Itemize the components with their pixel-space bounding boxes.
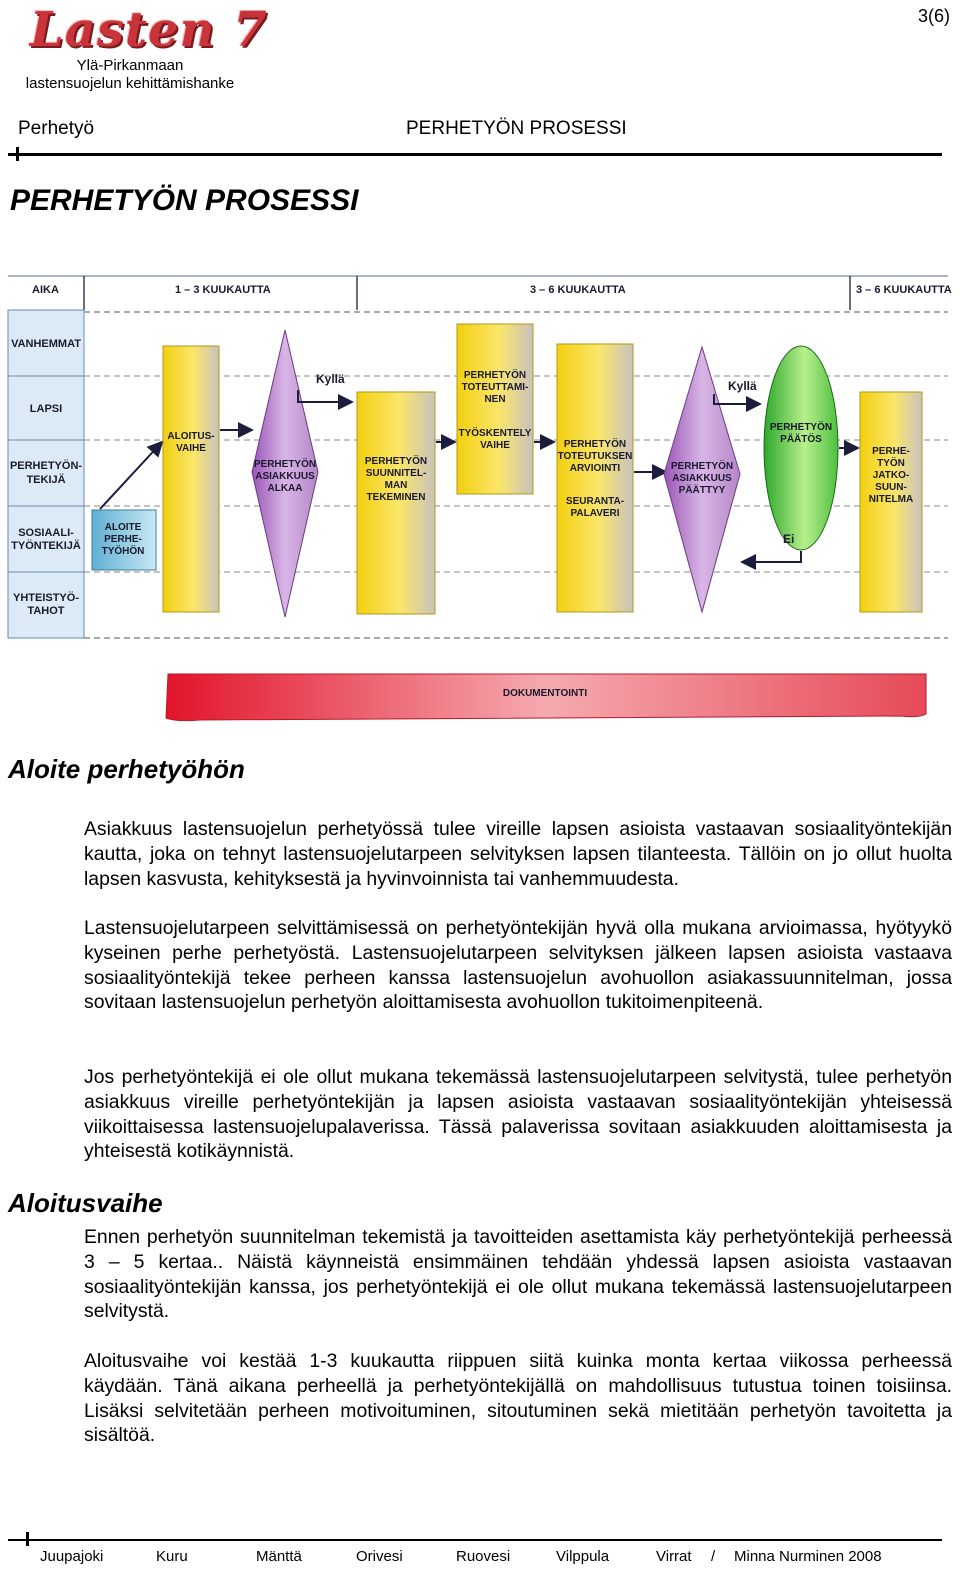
aloite-line3: TYÖHÖN	[101, 546, 145, 557]
time-label: AIKA	[32, 284, 59, 296]
jatkosuunnitelma-bar	[860, 392, 922, 612]
header-crossmark	[16, 147, 19, 161]
ei-label: Ei	[783, 532, 795, 546]
row-label-sosiaalityontekija-2: TYÖNTEKIJÄ	[11, 540, 81, 552]
jatko-line2: TYÖN	[877, 458, 905, 469]
footer-author: Minna Nurminen 2008	[734, 1548, 882, 1565]
section-heading-aloitusvaihe: Aloitusvaihe	[8, 1188, 163, 1218]
kylla-label-1: Kyllä	[316, 372, 345, 386]
aloitusvaihe-bar	[163, 346, 219, 612]
jatko-line5: NITELMA	[868, 494, 914, 505]
kylla-label-2: Kyllä	[728, 379, 757, 393]
arviointi-line3: ARVIOINTI	[569, 463, 621, 474]
arrow	[100, 442, 162, 509]
dokumentointi-banner	[166, 674, 926, 721]
aloitusvaihe-line1: ALOITUS-	[167, 431, 215, 442]
asiakkuus-alkaa-diamond	[252, 330, 318, 617]
paattyy-line2: ASIAKKUUS	[672, 473, 732, 484]
footer-item: Juupajoki	[40, 1548, 104, 1565]
row-labels	[8, 310, 84, 638]
toteuttaminen-line1: PERHETYÖN	[463, 370, 527, 381]
arviointi-line1: PERHETYÖN	[563, 439, 627, 450]
logo-subtitle-line2: lastensuojelun kehittämishanke	[25, 75, 235, 92]
suunnitelma-line2: SUUNNITEL-	[365, 468, 427, 479]
paatos-line2: PÄÄTÖS	[780, 434, 822, 445]
asiakkuus-alkaa-line1: PERHETYÖN	[253, 459, 317, 470]
footer-item: Mänttä	[256, 1548, 302, 1565]
row-label-lapsi: LAPSI	[29, 403, 63, 415]
section-heading-aloite: Aloite perhetyöhön	[8, 754, 245, 784]
tyoskentely-line1: TYÖSKENTELY	[458, 428, 532, 439]
row-label-yhteistyotahot-2: TAHOT	[27, 605, 65, 617]
aloite-box	[92, 510, 156, 570]
asiakkuus-alkaa-line3: ALKAA	[267, 483, 303, 494]
arrow	[742, 551, 801, 562]
suunnitelma-line3: MAN	[384, 480, 408, 491]
aloite-line2: PERHE-	[104, 534, 142, 545]
logo-subtitle-line1: Ylä-Pirkanmaan	[76, 57, 184, 74]
paragraph: Jos perhetyöntekijä ei ole ollut mukana tekemässä lastensuojelutarpeen selvitystä, tulee perhetyön asiakkuus vireille perhetyöntekijän ja lapsen asioista vastaavan sosiaalityöntekijän yhteisessä viikoittaisessa lastensuojelupalaverissa. Tässä palaverissa sovitaan asiakkuuden aloittamisesta ja yhteisestä kotikäynnistä.	[84, 1066, 952, 1163]
arviointi-line2: TOTEUTUKSEN	[557, 451, 633, 462]
toteuttaminen-line2: TOTEUTTAMI-	[461, 382, 529, 393]
dokumentointi-label: DOKUMENTOINTI	[502, 688, 588, 699]
paattyy-line3: PÄÄTTYY	[678, 485, 726, 496]
footer-rule	[8, 1539, 942, 1541]
paragraph: Lastensuojelutarpeen selvittämisessä on perhetyöntekijän hyvä olla mukana arvioimassa, hyötyykö kyseinen perhe perhetyöstä. Lastensuojelutarpeen selvityksen jälkeen lapsen asioista vastaava sosiaalityöntekijä tekee perheen kanssa lastensuojelun avohuollon asiakassuunnitelman, jossa sovitaan lastensuojelun perhetyön aloittamisesta avohuollon tukitoimenpiteenä.	[84, 917, 952, 1014]
jatko-line4: SUUN-	[875, 482, 907, 493]
suunnitelma-line1: PERHETYÖN	[364, 456, 428, 467]
jatko-line1: PERHE-	[872, 446, 910, 457]
seuranta-line1: SEURANTA-	[565, 496, 625, 507]
paatos-line1: PERHETYÖN	[769, 422, 833, 433]
page-number: 3(6)	[917, 6, 950, 26]
paattyy-line1: PERHETYÖN	[670, 461, 734, 472]
aloitusvaihe-line2: VAIHE	[176, 443, 206, 454]
seuranta-line2: PALAVERI	[570, 508, 620, 519]
logo-subtitle	[18, 57, 242, 93]
footer-separator: /	[711, 1548, 716, 1565]
aloite-line1: ALOITE	[104, 522, 142, 533]
row-label-perhetyontekija: PERHETYÖN-	[9, 460, 83, 472]
arviointi-bar	[557, 344, 633, 612]
time-period-2: 3 – 6 KUUKAUTTA	[530, 284, 626, 296]
footer-item: Orivesi	[356, 1548, 403, 1565]
footer-crossmark	[26, 1532, 29, 1546]
row-label-yhteistyotahot: YHTEISTYÖ-	[12, 592, 80, 604]
paragraph: Aloitusvaihe voi kestää 1-3 kuukautta riippuen siitä kuinka monta kertaa viikossa perheessä käydään. Tänä aikana perheellä ja perhetyöntekijällä on mahdollisuus tutustua toinen toisiinsa. Lisäksi selvitetään perheen motivoituminen, sitoutuminen sekä mietitään perhetyön tavoitetta ja sisältöä.	[84, 1350, 952, 1447]
suunnitelma-line4: TEKEMINEN	[366, 492, 426, 503]
perhetyon-paatos-oval	[764, 346, 838, 550]
header-rule	[8, 153, 942, 156]
paragraph: Asiakkuus lastensuojelun perhetyössä tulee vireille lapsen asioista vastaavan sosiaalityöntekijän kautta, joka on tehnyt lastensuojelutarpeen selvityksen lapsen tilanteesta. Tällöin on jo ollut huolta lapsen kasvusta, kehityksestä ja hyvinvoinnista tai vanhemmuudesta.	[84, 818, 952, 890]
header-center: PERHETYÖN PROSESSI	[406, 118, 627, 139]
tyoskentely-line2: VAIHE	[480, 440, 510, 451]
jatko-line3: JATKO-	[872, 470, 910, 481]
footer-item: Virrat	[656, 1548, 692, 1565]
process-diagram	[0, 262, 960, 732]
toteuttaminen-line3: NEN	[484, 394, 506, 405]
logo: Lasten 7	[30, 2, 268, 58]
arrow	[298, 390, 352, 402]
header-left: Perhetyö	[18, 118, 95, 139]
row-label-perhetyontekija-2: TEKIJÄ	[26, 474, 66, 486]
asiakkuus-alkaa-line2: ASIAKKUUS	[255, 471, 315, 482]
footer-item: Kuru	[156, 1548, 188, 1565]
paragraph: Ennen perhetyön suunnitelman tekemistä ja tavoitteiden asettamista käy perhetyöntekijä perheessä 3 – 5 kertaa.. Näistä käynneistä ensimmäinen tehdään yhdessä lapsen asioista vastaavan sosiaalityöntekijän kanssa, jos perhetyöntekijä ei ole ollut mukana tekemässä lastensuojelutarpeen selvitystä.	[84, 1226, 952, 1323]
time-period-1: 1 – 3 KUUKAUTTA	[175, 284, 271, 296]
footer-item: Ruovesi	[456, 1548, 511, 1565]
suunnitelma-bar	[357, 392, 435, 614]
time-period-3: 3 – 6 KUUKAUTTA	[856, 284, 952, 296]
page-title: PERHETYÖN PROSESSI	[10, 184, 359, 217]
footer-item: Vilppula	[556, 1548, 610, 1565]
toteuttaminen-bar	[457, 324, 533, 494]
row-label-sosiaalityontekija: SOSIAALI-	[18, 527, 74, 539]
row-label-vanhemmat: VANHEMMAT	[11, 338, 81, 350]
arrow	[714, 394, 760, 404]
